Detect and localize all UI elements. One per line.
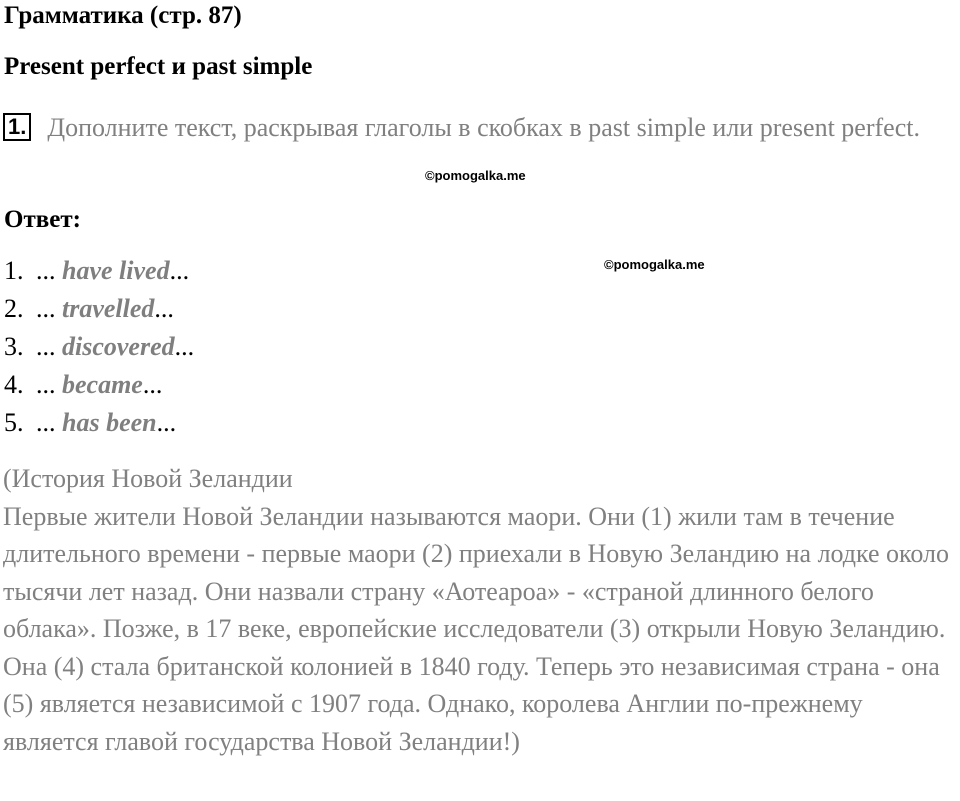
answer-suffix: ... bbox=[156, 408, 177, 437]
answer-prefix: ... bbox=[36, 332, 62, 361]
answer-item bbox=[4, 366, 194, 404]
answer-number: 1. bbox=[4, 256, 24, 285]
task-text: Дополните текст, раскрывая глаголы в скобках в past simple или present perfect. bbox=[47, 113, 920, 142]
watermark: ©pomogalka.me bbox=[604, 257, 705, 272]
watermark: ©pomogalka.me bbox=[425, 168, 526, 183]
page-title: Грамматика (стр. 87) bbox=[4, 2, 242, 29]
answer-list bbox=[4, 252, 194, 442]
answer-suffix: ... bbox=[154, 294, 174, 323]
answer-item bbox=[4, 252, 194, 290]
answer-number: 4. bbox=[4, 370, 24, 399]
task-statement bbox=[3, 110, 953, 146]
answer-prefix: ... bbox=[36, 294, 62, 323]
answer-verb: have lived bbox=[62, 256, 170, 285]
answer-verb: became bbox=[62, 370, 143, 399]
answer-item bbox=[4, 404, 194, 442]
answer-label: Ответ: bbox=[4, 206, 81, 233]
task-number-badge: 1. bbox=[3, 113, 31, 141]
answer-verb: travelled bbox=[62, 294, 155, 323]
section-subtitle: Present perfect и past simple bbox=[4, 53, 313, 80]
answer-prefix: ... bbox=[36, 256, 62, 285]
answer-suffix: ... bbox=[174, 332, 195, 361]
answer-prefix: ... bbox=[36, 370, 62, 399]
answer-verb: has been bbox=[62, 408, 157, 437]
translation-text bbox=[3, 460, 958, 760]
answer-prefix: ... bbox=[36, 408, 62, 437]
answer-suffix: ... bbox=[169, 256, 190, 285]
answer-number: 5. bbox=[4, 408, 24, 437]
translation-heading: (История Новой Зеландии bbox=[3, 464, 293, 493]
answer-number: 3. bbox=[4, 332, 24, 361]
answer-item bbox=[4, 328, 194, 366]
answer-number: 2. bbox=[4, 294, 24, 323]
answer-item bbox=[4, 290, 194, 328]
answer-suffix: ... bbox=[142, 370, 163, 399]
answer-verb: discovered bbox=[62, 332, 175, 361]
translation-body: Первые жители Новой Зеландии называются маори. Они (1) жили там в течение длительного времени - первые маори (2) приехали в Новую Зеландию на лодке около тысячи лет назад. Они назвали страну «Аотеароа» - «страной длинного белого облака». Позже, в 17 веке, европейские исследователи (3) открыли Новую Зеландию. Она (4) стала британской колонией в 1840 году. Теперь это независимая страна - она (5) является независимой с 1907 года. Однако, королева Англии по-прежнему является главой государства Новой Зеландии!) bbox=[3, 501, 950, 756]
